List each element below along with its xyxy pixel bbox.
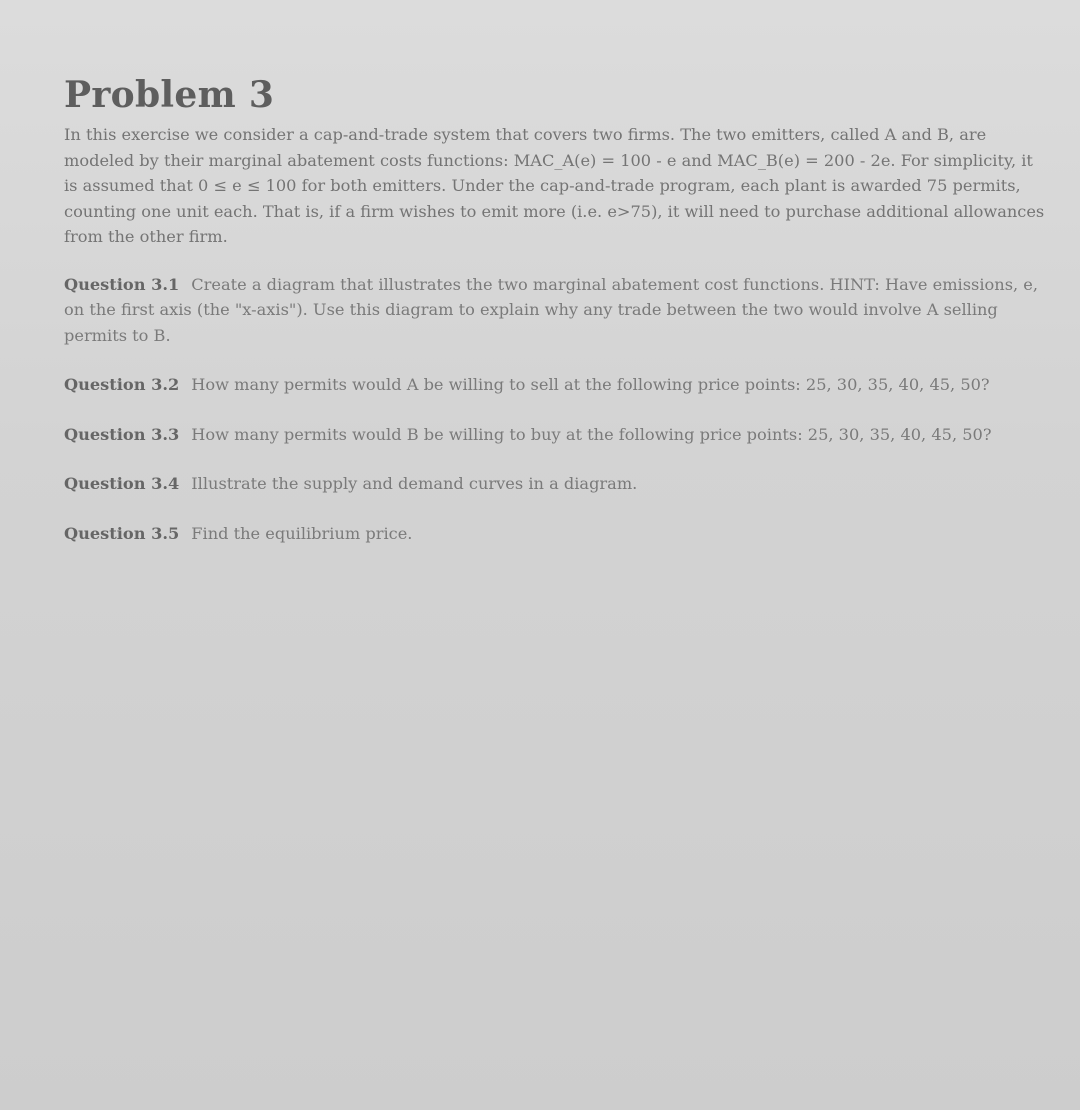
- question-3-4: [64, 471, 1049, 497]
- question-label: Question 3.5: [64, 523, 180, 543]
- question-3-2: [64, 372, 1049, 398]
- question-text: Create a diagram that illustrates the two marginal abatement cost functions. HINT: Have emissions, e, on the first axis (the "x-axis"). Use this diagram to explain why any trade between the two would involve A selling permits to B.: [64, 274, 1039, 345]
- question-3-5: [64, 521, 1049, 547]
- question-text: How many permits would A be willing to sell at the following price points: 25, 30, 35, 40, 45, 50?: [191, 375, 990, 394]
- question-text: How many permits would B be willing to buy at the following price points: 25, 30, 35, 40, 45, 50?: [191, 424, 992, 444]
- problem-page: [64, 74, 1049, 570]
- question-text: Find the equilibrium price.: [191, 523, 413, 543]
- question-label: Question 3.1: [64, 274, 180, 294]
- question-label: Question 3.4: [64, 474, 180, 493]
- question-label: Question 3.3: [64, 424, 180, 444]
- question-text: Illustrate the supply and demand curves in a diagram.: [191, 474, 638, 493]
- question-3-3: [64, 422, 1049, 448]
- problem-title: Problem 3: [64, 74, 275, 116]
- question-label: Question 3.2: [64, 375, 180, 394]
- problem-intro: In this exercise we consider a cap-and-trade system that covers two firms. The two emitters, called A and B, are modeled by their marginal abatement costs functions: MAC_A(e) = 100 - e and MAC_B(e) = 200 - 2e. For simplicity, it is assumed that 0 ≤ e ≤ 100 for both emitters. Under the cap-and-trade program, each plant is awarded 75 permits, counting one unit each. That is, if a firm wishes to emit more (i.e. e>75), it will need to purchase additional allowances from the other firm.: [64, 125, 1045, 246]
- question-3-1: [64, 272, 1049, 349]
